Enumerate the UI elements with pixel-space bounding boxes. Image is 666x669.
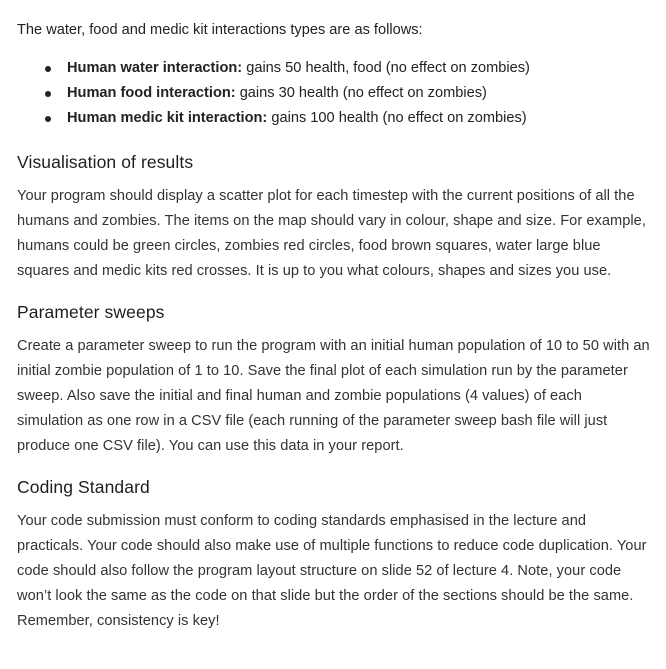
intro-text: The water, food and medic kit interactions types are as follows:	[17, 22, 423, 38]
interaction-label: Human water interaction:	[67, 60, 243, 76]
section-heading: Visualisation of results	[17, 152, 194, 172]
bullet-icon	[45, 91, 51, 97]
bullet-icon	[45, 116, 51, 122]
interaction-text: gains 30 health (no effect on zombies)	[235, 85, 487, 101]
list-item	[17, 106, 650, 131]
interaction-list	[17, 56, 650, 131]
interaction-text: gains 50 health, food (no effect on zombies)	[242, 60, 530, 76]
section-heading: Parameter sweeps	[17, 302, 165, 322]
section-body: Create a parameter sweep to run the program with an initial human population of 10 to 50 with an initial zombie population of 1 to 10. Save the final plot of each simulation run by the parameter sweep. Also save the initial and final human and zombie populations (4 values) of each simulation as one row in a CSV file (each running of the parameter sweep bash file will just produce one CSV file). You can use this data in your report.	[17, 338, 650, 454]
section-heading: Coding Standard	[17, 477, 150, 497]
interaction-label: Human medic kit interaction:	[67, 110, 268, 126]
list-item	[17, 56, 650, 81]
section-parameter-sweeps	[17, 301, 650, 459]
list-item	[17, 81, 650, 106]
section-coding-standard	[17, 476, 650, 634]
bullet-icon	[45, 66, 51, 72]
interaction-label: Human food interaction:	[67, 85, 236, 101]
section-body: Your code submission must conform to coding standards emphasised in the lecture and practicals. Your code should also make use of multiple functions to reduce code duplication. Your code should also follow the program layout structure on slide 52 of lecture 4. Note, your code won’t look the same as the code on that slide but the order of the sections should be the same. Remember, consistency is key!	[17, 513, 647, 629]
interaction-text: gains 100 health (no effect on zombies)	[267, 110, 527, 126]
section-body: Your program should display a scatter plot for each timestep with the current positions of all the humans and zombies. The items on the map should vary in colour, shape and size. For example, humans could be green circles, zombies red circles, food brown squares, water large blue squares and medic kits red crosses. It is up to you what colours, shapes and sizes you use.	[17, 188, 646, 279]
section-visualisation	[17, 151, 650, 284]
